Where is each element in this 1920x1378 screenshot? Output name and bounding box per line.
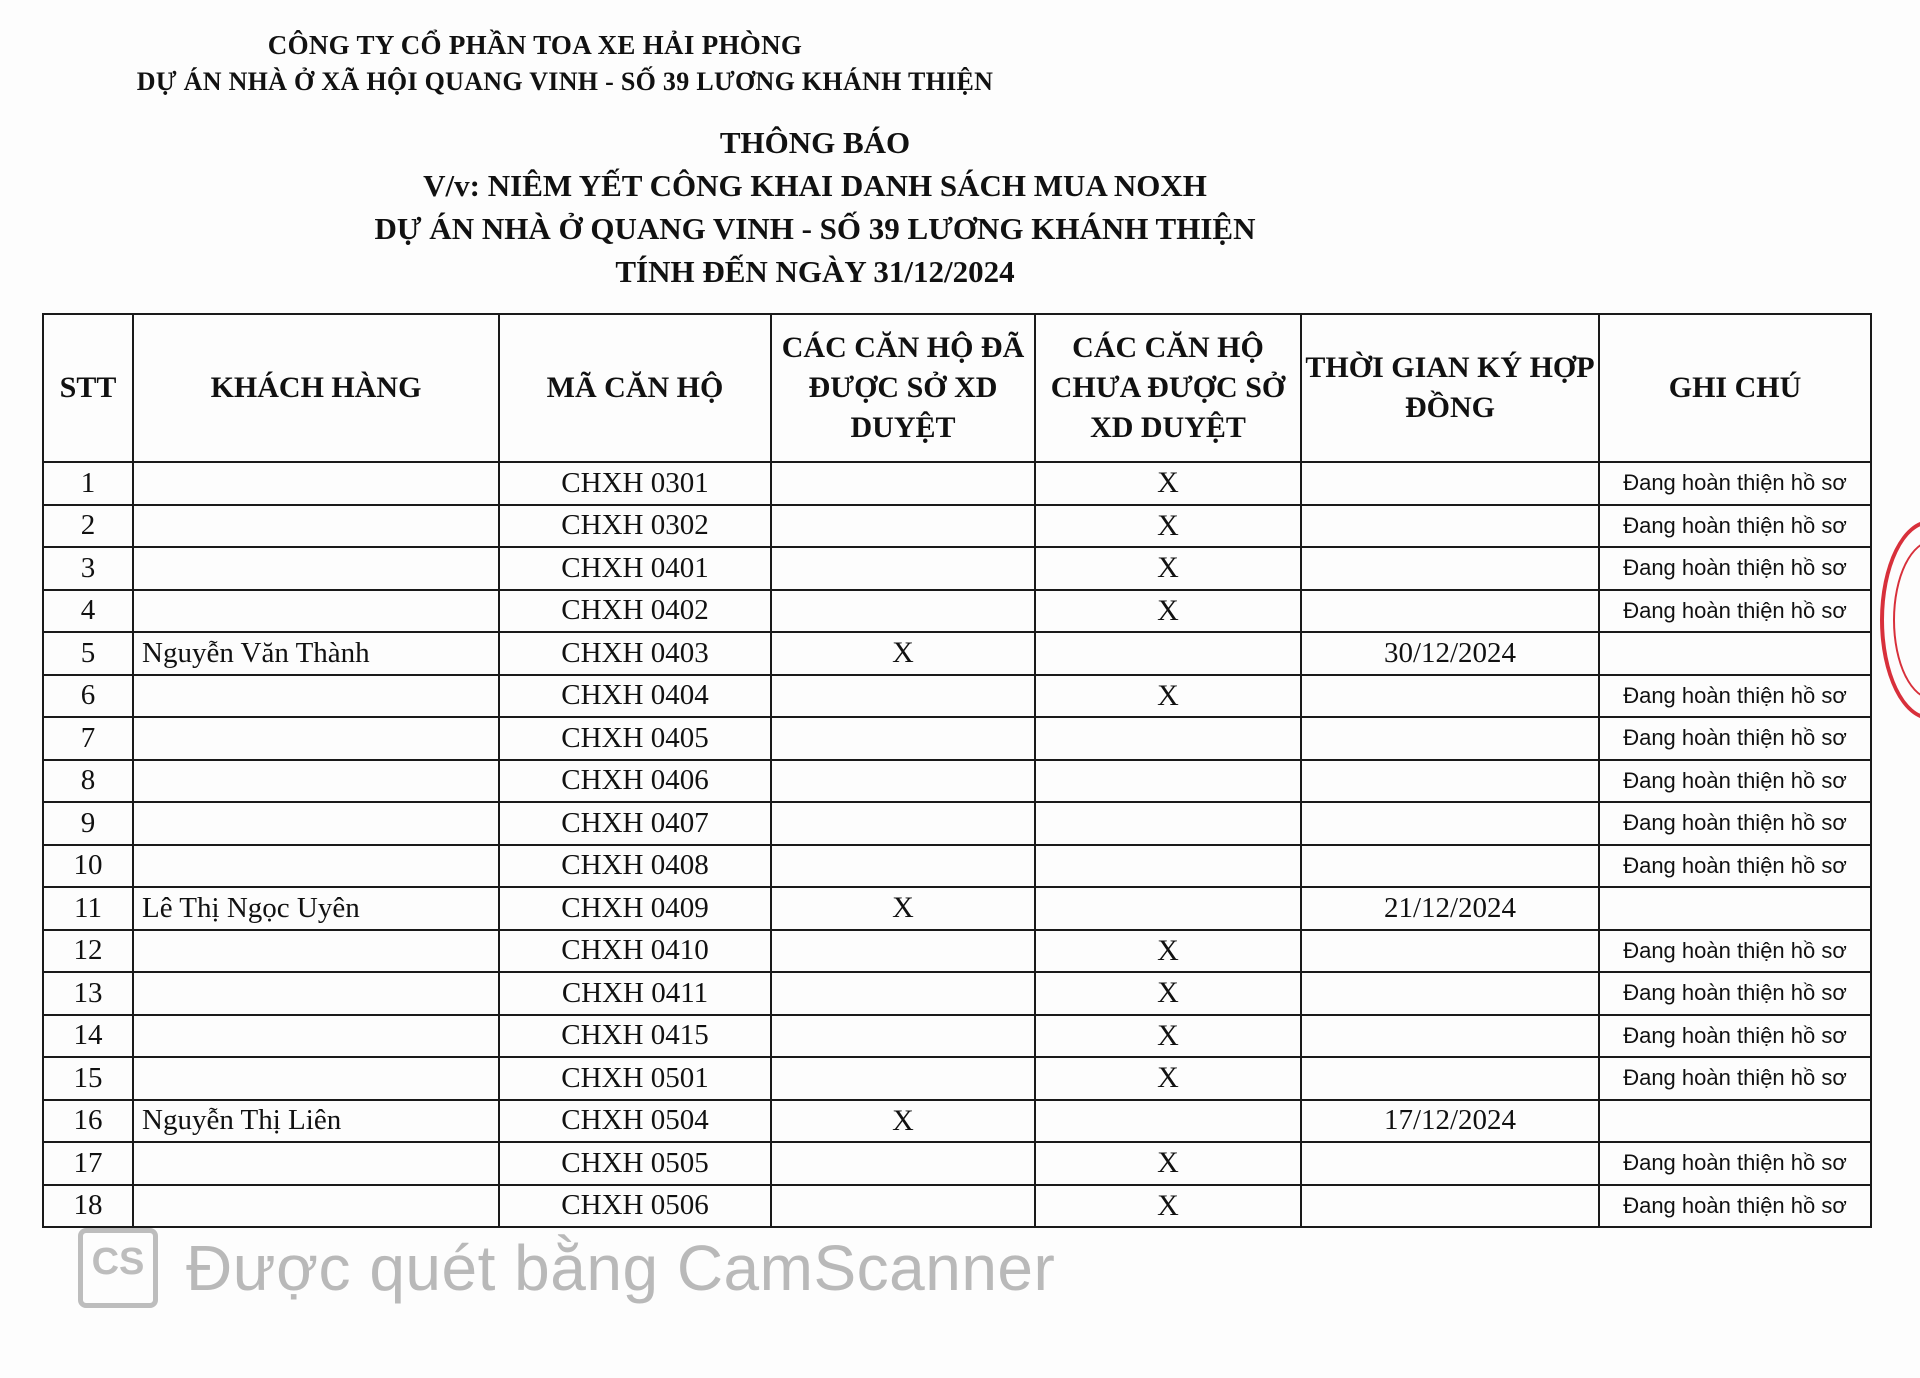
cell-note: Đang hoàn thiện hồ sơ [1599, 547, 1871, 590]
cell-note [1599, 1100, 1871, 1143]
cell-contract-date [1301, 675, 1599, 718]
cell-customer: Nguyễn Thị Liên [133, 1100, 499, 1143]
cell-note: Đang hoàn thiện hồ sơ [1599, 1142, 1871, 1185]
cell-apartment-code: CHXH 0301 [499, 462, 771, 505]
column-header-contract-date: THỜI GIAN KÝ HỢP ĐỒNG [1301, 314, 1599, 462]
table-row [43, 547, 1871, 590]
cell-approved-mark [771, 1015, 1035, 1058]
cell-not-approved-mark: X [1035, 547, 1301, 590]
cell-customer [133, 930, 499, 973]
cell-customer [133, 505, 499, 548]
cell-stt: 4 [43, 590, 133, 633]
cell-customer [133, 547, 499, 590]
cell-stt: 5 [43, 632, 133, 675]
table-row [43, 1057, 1871, 1100]
cell-apartment-code: CHXH 0403 [499, 632, 771, 675]
cell-apartment-code: CHXH 0404 [499, 675, 771, 718]
cell-not-approved-mark: X [1035, 505, 1301, 548]
cell-not-approved-mark [1035, 760, 1301, 803]
cell-note: Đang hoàn thiện hồ sơ [1599, 717, 1871, 760]
cell-apartment-code: CHXH 0505 [499, 1142, 771, 1185]
table-row [43, 632, 1871, 675]
cell-apartment-code: CHXH 0504 [499, 1100, 771, 1143]
cell-stt: 6 [43, 675, 133, 718]
cell-apartment-code: CHXH 0408 [499, 845, 771, 888]
cell-stt: 2 [43, 505, 133, 548]
cell-approved-mark [771, 675, 1035, 718]
cell-contract-date: 30/12/2024 [1301, 632, 1599, 675]
cell-customer [133, 675, 499, 718]
company-name: CÔNG TY CỔ PHẦN TOA XE HẢI PHÒNG [267, 30, 803, 60]
cell-not-approved-mark: X [1035, 930, 1301, 973]
table-row [43, 887, 1871, 930]
cell-stt: 17 [43, 1142, 133, 1185]
cell-customer [133, 717, 499, 760]
column-header-customer: KHÁCH HÀNG [133, 314, 499, 462]
project-name: DỰ ÁN NHÀ Ở XÃ HỘI QUANG VINH - SỐ 39 LƯƠNG KHÁNH THIỆN [136, 67, 994, 96]
cell-apartment-code: CHXH 0415 [499, 1015, 771, 1058]
cell-stt: 13 [43, 972, 133, 1015]
cell-approved-mark [771, 717, 1035, 760]
cell-apartment-code: CHXH 0407 [499, 802, 771, 845]
cell-approved-mark [771, 1185, 1035, 1228]
column-header-code: MÃ CĂN HỘ [499, 314, 771, 462]
buyer-list-table-wrap [42, 313, 1870, 1228]
cell-customer [133, 590, 499, 633]
cell-contract-date [1301, 802, 1599, 845]
column-header-note: GHI CHÚ [1599, 314, 1871, 462]
cell-not-approved-mark: X [1035, 1057, 1301, 1100]
table-row [43, 1142, 1871, 1185]
table-row [43, 505, 1871, 548]
table-row [43, 1100, 1871, 1143]
cell-stt: 10 [43, 845, 133, 888]
cell-note [1599, 887, 1871, 930]
cell-not-approved-mark [1035, 1100, 1301, 1143]
cell-not-approved-mark: X [1035, 462, 1301, 505]
table-header-row [43, 314, 1871, 462]
camscanner-watermark [78, 1228, 1055, 1308]
cell-apartment-code: CHXH 0405 [499, 717, 771, 760]
cell-not-approved-mark: X [1035, 1142, 1301, 1185]
cell-customer [133, 462, 499, 505]
cell-approved-mark: X [771, 1100, 1035, 1143]
cell-apartment-code: CHXH 0501 [499, 1057, 771, 1100]
cell-stt: 11 [43, 887, 133, 930]
cell-note: Đang hoàn thiện hồ sơ [1599, 972, 1871, 1015]
cell-not-approved-mark: X [1035, 675, 1301, 718]
cell-stt: 7 [43, 717, 133, 760]
cell-apartment-code: CHXH 0401 [499, 547, 771, 590]
table-row [43, 802, 1871, 845]
column-header-approved: CÁC CĂN HỘ ĐÃ ĐƯỢC SỞ XD DUYỆT [771, 314, 1035, 462]
column-header-not-approved: CÁC CĂN HỘ CHƯA ĐƯỢC SỞ XD DUYỆT [1035, 314, 1301, 462]
cell-apartment-code: CHXH 0409 [499, 887, 771, 930]
cell-apartment-code: CHXH 0410 [499, 930, 771, 973]
cell-approved-mark [771, 505, 1035, 548]
notice-subject: V/v: NIÊM YẾT CÔNG KHAI DANH SÁCH MUA NOXH [423, 168, 1207, 203]
cell-contract-date [1301, 760, 1599, 803]
cell-approved-mark [771, 972, 1035, 1015]
cell-customer [133, 1015, 499, 1058]
cell-contract-date [1301, 845, 1599, 888]
table-row [43, 462, 1871, 505]
cell-not-approved-mark: X [1035, 1185, 1301, 1228]
buyer-list-table [42, 313, 1872, 1228]
cell-customer [133, 1185, 499, 1228]
cell-note: Đang hoàn thiện hồ sơ [1599, 802, 1871, 845]
cell-contract-date [1301, 505, 1599, 548]
cell-stt: 8 [43, 760, 133, 803]
cell-approved-mark [771, 1057, 1035, 1100]
cell-contract-date: 17/12/2024 [1301, 1100, 1599, 1143]
column-header-stt: STT [43, 314, 133, 462]
cell-customer [133, 760, 499, 803]
cell-stt: 18 [43, 1185, 133, 1228]
cell-apartment-code: CHXH 0506 [499, 1185, 771, 1228]
cell-apartment-code: CHXH 0402 [499, 590, 771, 633]
cell-not-approved-mark [1035, 632, 1301, 675]
cell-note: Đang hoàn thiện hồ sơ [1599, 1015, 1871, 1058]
cell-not-approved-mark: X [1035, 972, 1301, 1015]
cell-customer [133, 802, 499, 845]
cell-stt: 14 [43, 1015, 133, 1058]
cell-customer: Lê Thị Ngọc Uyên [133, 887, 499, 930]
cell-apartment-code: CHXH 0406 [499, 760, 771, 803]
cell-customer: Nguyễn Văn Thành [133, 632, 499, 675]
cell-stt: 16 [43, 1100, 133, 1143]
cell-note: Đang hoàn thiện hồ sơ [1599, 760, 1871, 803]
cell-apartment-code: CHXH 0302 [499, 505, 771, 548]
table-row [43, 845, 1871, 888]
cell-stt: 15 [43, 1057, 133, 1100]
cell-note: Đang hoàn thiện hồ sơ [1599, 590, 1871, 633]
cell-approved-mark [771, 1142, 1035, 1185]
notice-project: DỰ ÁN NHÀ Ở QUANG VINH - SỐ 39 LƯƠNG KHÁNH THIỆN [374, 211, 1256, 246]
table-row [43, 930, 1871, 973]
cell-not-approved-mark [1035, 845, 1301, 888]
table-row [43, 1015, 1871, 1058]
cell-stt: 1 [43, 462, 133, 505]
cell-not-approved-mark [1035, 802, 1301, 845]
table-row [43, 1185, 1871, 1228]
cell-contract-date: 21/12/2024 [1301, 887, 1599, 930]
cell-customer [133, 1057, 499, 1100]
cell-contract-date [1301, 1185, 1599, 1228]
cell-note [1599, 632, 1871, 675]
notice-title: THÔNG BÁO [719, 125, 911, 160]
cell-note: Đang hoàn thiện hồ sơ [1599, 462, 1871, 505]
watermark-text: Được quét bằng CamScanner [186, 1232, 1056, 1304]
cell-stt: 12 [43, 930, 133, 973]
cell-approved-mark: X [771, 632, 1035, 675]
table-body [43, 462, 1871, 1227]
cell-approved-mark [771, 802, 1035, 845]
table-row [43, 972, 1871, 1015]
cell-customer [133, 972, 499, 1015]
cell-contract-date [1301, 462, 1599, 505]
cell-note: Đang hoàn thiện hồ sơ [1599, 505, 1871, 548]
cell-not-approved-mark [1035, 717, 1301, 760]
camscanner-logo-icon [78, 1228, 158, 1308]
cell-contract-date [1301, 717, 1599, 760]
cell-approved-mark [771, 462, 1035, 505]
cell-approved-mark [771, 760, 1035, 803]
cell-approved-mark [771, 930, 1035, 973]
cell-approved-mark: X [771, 887, 1035, 930]
cell-contract-date [1301, 590, 1599, 633]
cell-not-approved-mark [1035, 887, 1301, 930]
cell-stt: 9 [43, 802, 133, 845]
cell-apartment-code: CHXH 0411 [499, 972, 771, 1015]
camscanner-logo-text: CS [91, 1240, 145, 1283]
table-row [43, 717, 1871, 760]
cell-contract-date [1301, 547, 1599, 590]
cell-not-approved-mark: X [1035, 590, 1301, 633]
cell-note: Đang hoàn thiện hồ sơ [1599, 845, 1871, 888]
cell-note: Đang hoàn thiện hồ sơ [1599, 930, 1871, 973]
cell-stt: 3 [43, 547, 133, 590]
table-row [43, 590, 1871, 633]
cell-contract-date [1301, 1057, 1599, 1100]
cell-contract-date [1301, 930, 1599, 973]
cell-contract-date [1301, 1015, 1599, 1058]
cell-contract-date [1301, 972, 1599, 1015]
table-row [43, 760, 1871, 803]
cell-note: Đang hoàn thiện hồ sơ [1599, 1185, 1871, 1228]
cell-customer [133, 845, 499, 888]
notice-date: TÍNH ĐẾN NGÀY 31/12/2024 [615, 254, 1015, 289]
cell-not-approved-mark: X [1035, 1015, 1301, 1058]
cell-approved-mark [771, 547, 1035, 590]
cell-note: Đang hoàn thiện hồ sơ [1599, 675, 1871, 718]
cell-contract-date [1301, 1142, 1599, 1185]
cell-note: Đang hoàn thiện hồ sơ [1599, 1057, 1871, 1100]
cell-approved-mark [771, 590, 1035, 633]
cell-approved-mark [771, 845, 1035, 888]
cell-customer [133, 1142, 499, 1185]
table-row [43, 675, 1871, 718]
